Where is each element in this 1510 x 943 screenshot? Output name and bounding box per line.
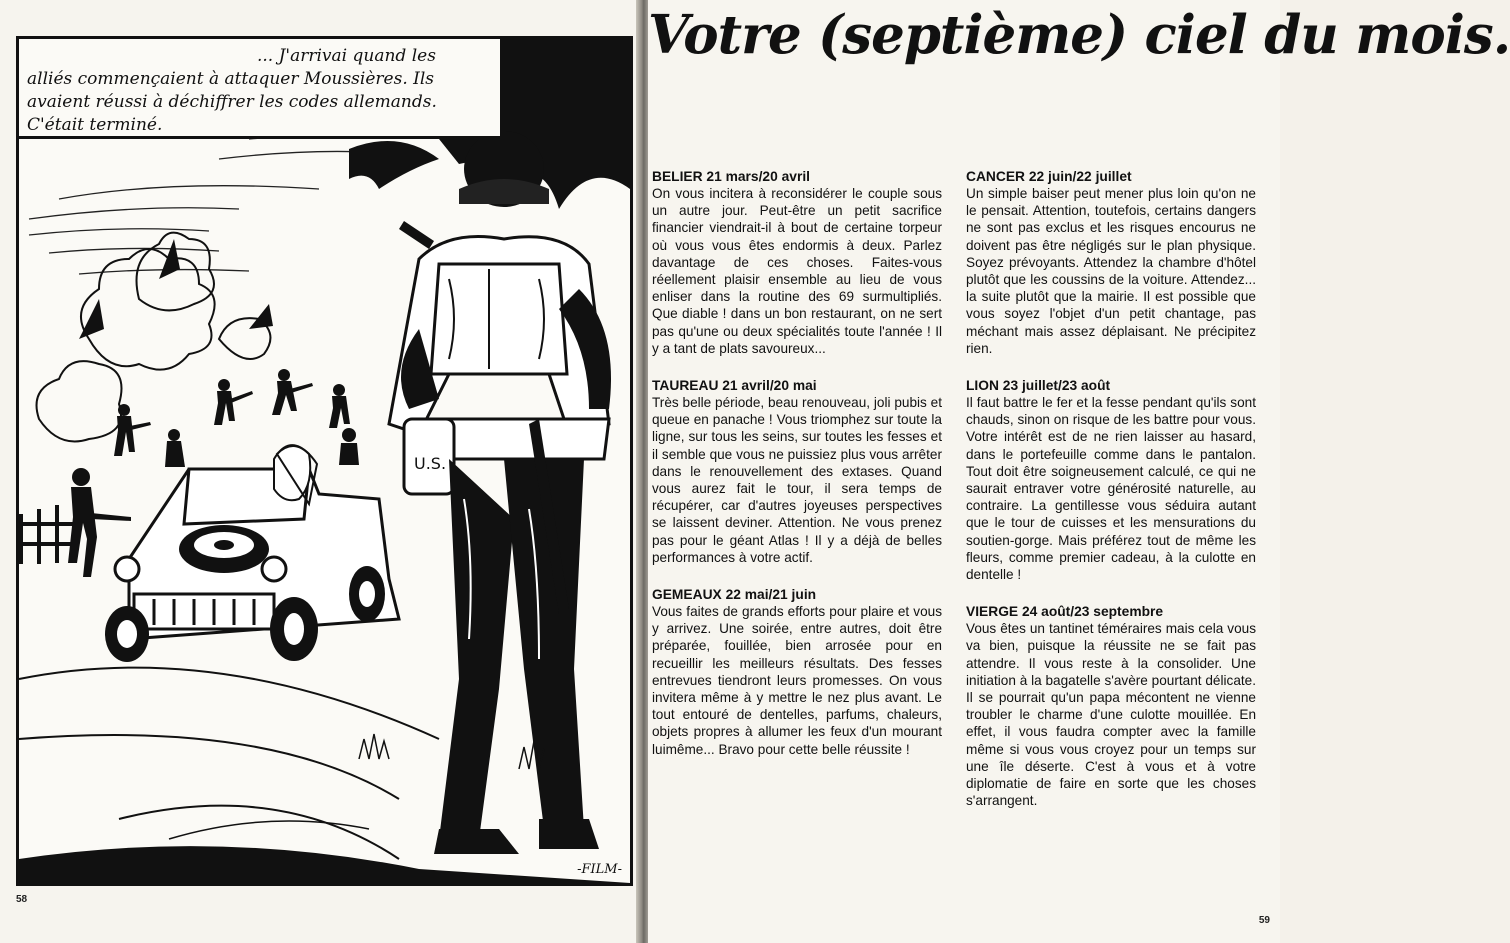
sign-heading: BELIER 21 mars/20 avril — [652, 169, 810, 184]
jeep-marking: U.S. — [414, 454, 447, 473]
horoscope-column-left — [652, 168, 942, 778]
sign-text: Il faut battre le fer et la fesse pendant qu'ils sont chauds, sinon on risque de les battre pour vous. Votre intérêt est de ne rien laisser au hasard, dans le portefeuille comme dans le pantalon. Tout doit être soigneusement calculé, ce qui ne saurait entraver votre générosité naturelle, au contraire. La gentillesse vous séduira autant que le tour de cuisses et les mensurations du soutien-gorge. Mais préférez tout de même les fleurs, comme premier cadeau, à la culotte en dentelle ! — [966, 395, 1256, 583]
foreground-soldier-drawing — [389, 131, 611, 854]
horoscope-vierge — [966, 603, 1256, 809]
left-page — [0, 0, 640, 943]
sign-heading: GEMEAUX 22 mai/21 juin — [652, 587, 817, 603]
sign-text: Vous faites de grands efforts pour plaire et vous y arrivez. Une soirée, entre autres, doit être préparée, fouillée, bien arrosée pour en recueillir les meilleurs résultats. Des fesses entrevues tiendront leurs promesses. On vous invitera même à y mettre le nez plus avant. Le tout entouré de dentelles, parfums, chaleurs, objets propres à allumer les feux d'un mourant luimême... Bravo pour cette belle réussite ! — [652, 604, 942, 757]
caption-line: ... J'arrivai quand les — [257, 46, 436, 66]
horoscope-column-right — [966, 168, 1256, 830]
sign-text: Vous êtes un tantinet téméraires mais cela vous va bien, puisque la réussite ne se fait pas attendre. Il vous reste à la consolider. Une initiation à la bagatelle s'avère pourtant délicate. Il se pourrait qu'un papa mécontent ne vienne troubler le charme d'une culotte mouillée. En effet, il vous faudra compter avec la famille même si vous vous croyez pour un temps sur une île déserte. C'est à vous et à votre diplomatie de faire en sorte que les choses s'arrangent. — [966, 621, 1256, 809]
horoscope-gemeaux — [652, 586, 942, 758]
horoscope-lion — [966, 377, 1256, 583]
page-number-left: 58 — [16, 894, 28, 905]
caption-line: alliés commençaient à attaquer Moussières. Ils — [27, 69, 435, 89]
horoscope-belier — [652, 168, 942, 357]
sign-heading: VIERGE 24 août/23 septembre — [966, 604, 1164, 620]
comic-panel — [16, 36, 633, 886]
right-page — [648, 0, 1510, 943]
sign-heading: LION 23 juillet/23 août — [966, 378, 1111, 394]
sign-heading: TAUREAU 21 avril/20 mai — [652, 378, 817, 394]
page-title: Votre (septième) ciel du mois. — [648, 4, 1510, 66]
artist-signature: -FILM- — [577, 862, 622, 877]
sign-text: Très belle période, beau renouveau, joli pubis et queue en panache ! Vous triomphez sur toute la ligne, sur tous les seins, sur toutes les fesses et il semble que vous ne puissiez plus vous arrêter dans le renouvellement des extases. Quand vous aurez fait le tour, il sera temps de récupérer, car d'autres joyeuses perspectives se laissent deviner. Attention. Ne vous prenez pas pour le géant Atlas ! Il y a déjà de belles performances à votre actif. — [652, 395, 942, 565]
page-number-right: 59 — [1258, 915, 1270, 926]
horoscope-taureau — [652, 377, 942, 566]
sign-text: Un simple baiser peut mener plus loin qu'on ne le pensait. Attention, toutefois, certains dangers ne sont pas exclus et les risques encourus ne doivent pas être négligés sur le plan physique. Soyez prévoyants. Attendez la chambre d'hôtel plutôt que les coussins de la voiture. Attendez... la suite plutôt que la mairie. Il est possible que vous soyez l'objet d'un petit chantage, pas méchant mais assez déplaisant. Ne précipitez rien. — [966, 186, 1256, 356]
sign-text: On vous incitera à reconsidérer le couple sous un autre jour. Peut-être un petit sacrifice financier viendrait-il à bout de certaine torpeur où vous vous êtes endormis à deux. Parlez davantage de ces choses. Faites-vous réellement plaisir ensemble au lieu de vous enliser dans la routine des 69 surmultipliés. Que diable ! dans un bon restaurant, on ne sert pas qu'une ou deux spécialités toute l'année ! Il y a tant de plats savoureux... — [652, 186, 942, 356]
sign-heading: CANCER 22 juin/22 juillet — [966, 169, 1132, 184]
horoscope-cancer — [966, 168, 1256, 357]
caption-line: avaient réussi à déchiffrer les codes allemands. — [27, 92, 437, 112]
caption-line: C'était terminé. — [27, 115, 163, 135]
speech-caption — [19, 39, 503, 139]
jeep-drawing — [105, 445, 399, 662]
war-scene-illustration — [19, 39, 630, 883]
